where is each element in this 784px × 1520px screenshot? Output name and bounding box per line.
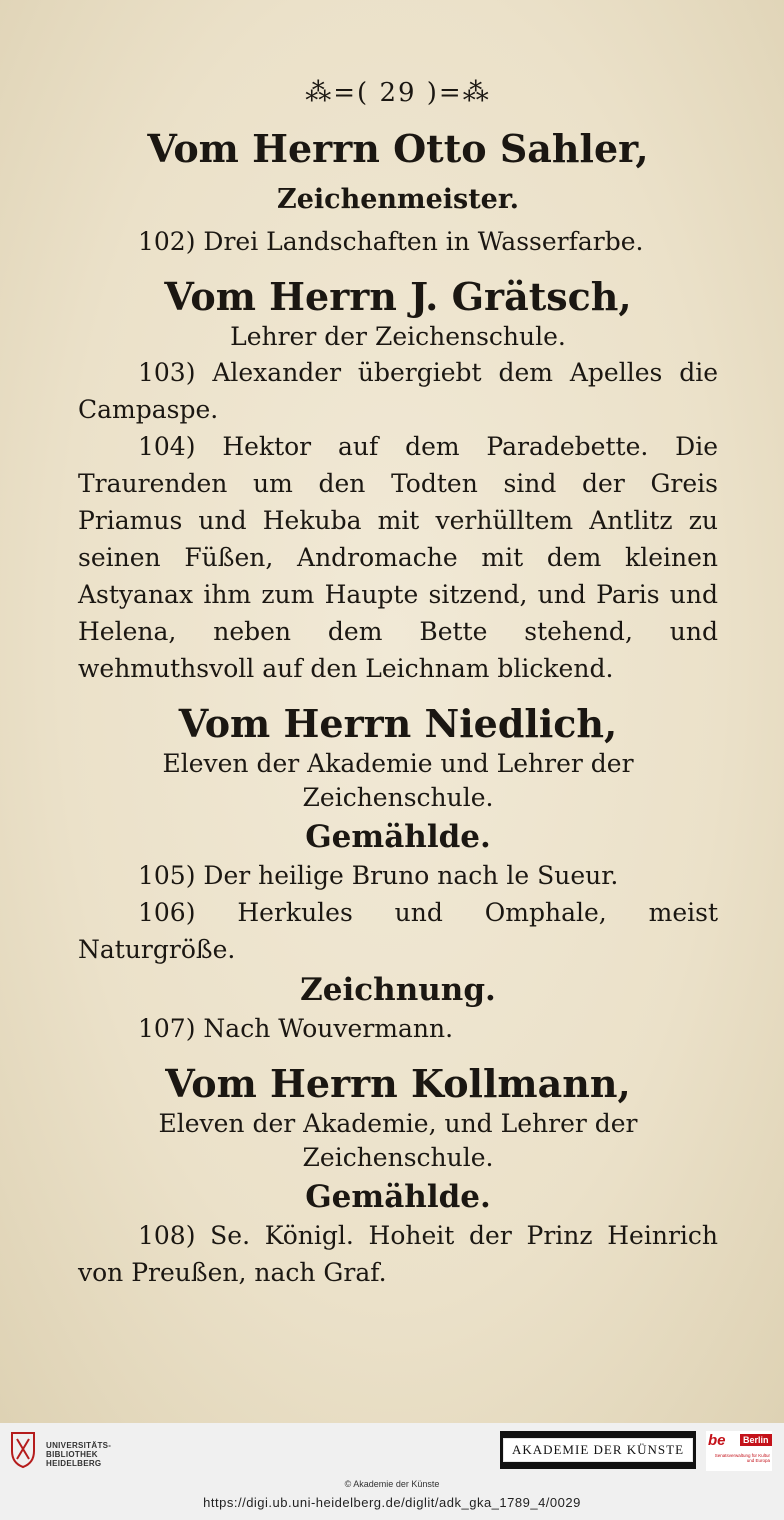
section-heading-niedlich: Vom Herrn Niedlich, bbox=[178, 701, 618, 746]
catalog-item-105: 105) Der heilige Bruno nach le Sueur. bbox=[138, 861, 619, 890]
page-text bbox=[78, 78, 718, 1291]
catalog-item-108: 108) Se. Königl. Hoheit der Prinz Heinrich von Preußen, nach Graf. bbox=[78, 1221, 718, 1287]
viewer-footer bbox=[0, 1423, 784, 1520]
adk-logo-text: AKADEMIE DER KÜNSTE bbox=[503, 1438, 693, 1462]
category-drawing: Zeichnung. bbox=[300, 972, 496, 1008]
section-heading-graetsch: Vom Herrn J. Grätsch, bbox=[164, 274, 632, 319]
running-head: ⁂=( 29 )=⁂ bbox=[305, 78, 491, 108]
heading-suffix: Zeichenmeister. bbox=[276, 184, 520, 215]
berlin-tag: Berlin bbox=[740, 1434, 772, 1446]
section-subtitle-graetsch: Lehrer der Zeichenschule. bbox=[230, 322, 566, 351]
ub-heidelberg-logo[interactable] bbox=[8, 1429, 111, 1469]
section-subtitle-niedlich: Eleven der Akademie und Lehrer der Zeichenschule. bbox=[162, 749, 634, 812]
section-heading-sahler bbox=[78, 126, 718, 223]
catalog-item-104: 104) Hektor auf dem Paradebette. Die Traurenden um den Todten sind der Greis Priamus und Hekuba mit verhülltem Antlitz zu seinen Füßen, Andromache mit dem kleinen Astyanax ihm zum Haupte sitzend, und Paris und Helena, neben dem Bette stehend, und wehmuthsvoll auf den Leichnam blickend. bbox=[78, 432, 718, 683]
permalink-url[interactable]: https://digi.ub.uni-heidelberg.de/diglit/adk_gka_1789_4/0029 bbox=[203, 1495, 581, 1510]
berlin-be-mark: be bbox=[708, 1432, 726, 1449]
category-paintings-kollmann: Gemählde. bbox=[305, 1179, 491, 1215]
ub-crest-icon bbox=[8, 1429, 38, 1469]
catalog-item-103: 103) Alexander übergiebt dem Apelles die Campaspe. bbox=[78, 358, 718, 424]
section-subtitle-kollmann: Eleven der Akademie, und Lehrer der Zeichenschule. bbox=[158, 1109, 638, 1172]
section-heading-kollmann: Vom Herrn Kollmann, bbox=[165, 1061, 631, 1106]
berlin-senate-text: Senatsverwaltung für Kultur und Europa bbox=[714, 1453, 770, 1463]
category-paintings: Gemählde. bbox=[305, 819, 491, 855]
catalog-item-107: 107) Nach Wouvermann. bbox=[138, 1014, 454, 1043]
berlin-logo[interactable] bbox=[706, 1431, 772, 1471]
copyright-text: © Akademie der Künste bbox=[344, 1479, 440, 1489]
adk-logo[interactable] bbox=[500, 1431, 696, 1469]
catalog-item-106: 106) Herkules und Omphale, meist Naturgröße. bbox=[78, 898, 718, 964]
catalog-item-102: 102) Drei Landschaften in Wasserfarbe. bbox=[138, 227, 644, 256]
ub-name: UNIVERSITÄTS- BIBLIOTHEK HEIDELBERG bbox=[46, 1441, 112, 1468]
heading-text: Vom Herrn Otto Sahler, bbox=[147, 126, 649, 171]
